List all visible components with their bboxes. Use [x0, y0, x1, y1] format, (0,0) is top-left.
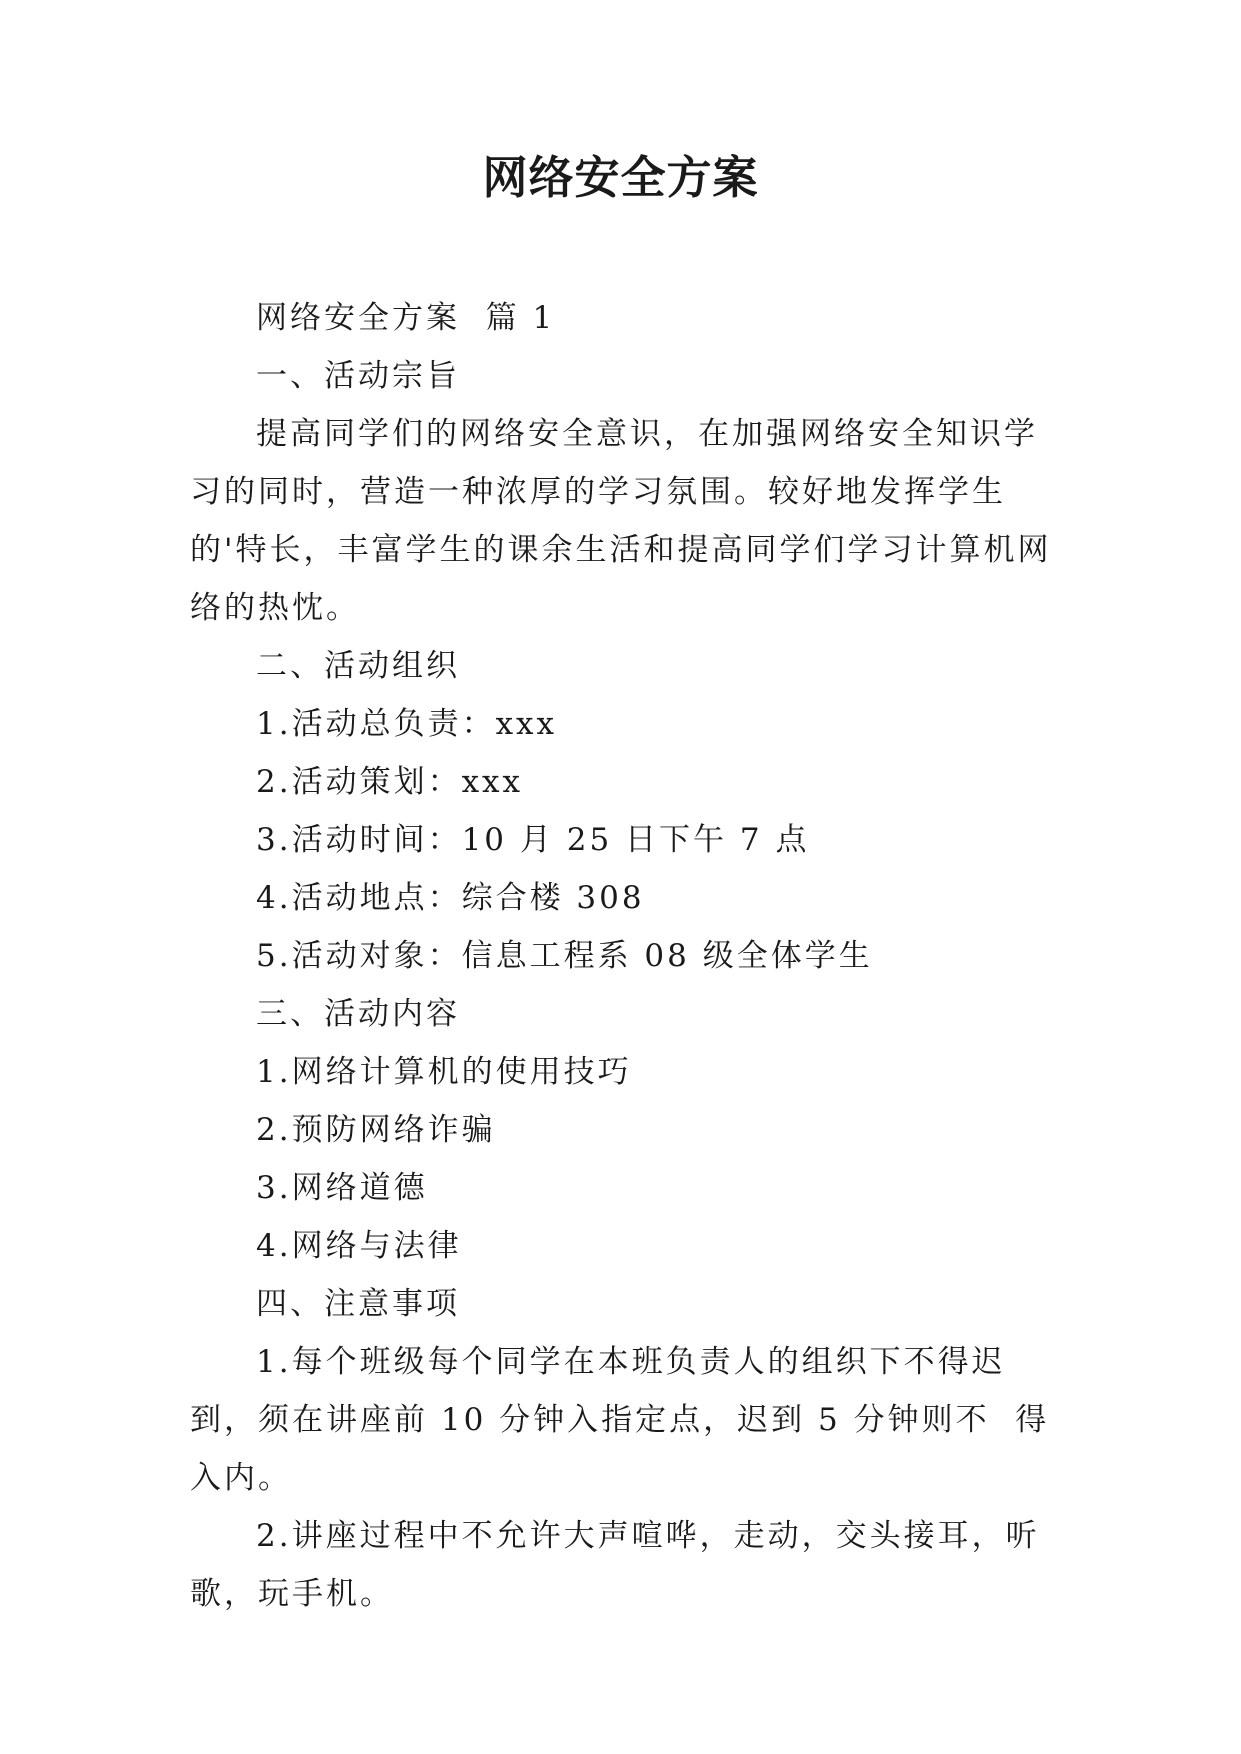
list-item: 4.网络与法律 — [256, 1228, 462, 1264]
list-item: 2.预防网络诈骗 — [256, 1112, 496, 1148]
paragraph: 提高同学们的网络安全意识，在加强网络安全知识学习的同时，营造一种浓厚的学习氛围。较好地发挥学生的'特长，丰富学生的课余生活和提高同学们学习计算机网络的热忱。 — [190, 416, 1052, 626]
list-item: 5.活动对象：信息工程系 08 级全体学生 — [256, 938, 873, 974]
section-heading: 网络安全方案 篇 1 — [256, 300, 556, 336]
list-item: 3.网络道德 — [256, 1170, 428, 1206]
section-heading: 四、注意事项 — [256, 1286, 460, 1322]
section-heading: 二、活动组织 — [256, 648, 460, 684]
list-item: 2.活动策划：xxx — [256, 764, 524, 800]
list-item: 2.讲座过程中不允许大声喧哗，走动，交头接耳，听歌，玩手机。 — [190, 1518, 1040, 1612]
list-item: 1.每个班级每个同学在本班负责人的组织下不得迟到，须在讲座前 10 分钟入指定点，迟到 5 分钟则不 得入内。 — [190, 1344, 1050, 1496]
section-heading: 三、活动内容 — [256, 996, 460, 1032]
list-item: 1.网络计算机的使用技巧 — [256, 1054, 632, 1090]
list-item: 4.活动地点：综合楼 308 — [256, 880, 645, 916]
section-heading: 一、活动宗旨 — [256, 358, 460, 394]
list-item: 1.活动总负责：xxx — [256, 706, 558, 742]
list-item: 3.活动时间：10 月 25 日下午 7 点 — [256, 822, 810, 858]
document-body — [190, 289, 1070, 1623]
page-title: 网络安全方案 — [482, 151, 759, 204]
